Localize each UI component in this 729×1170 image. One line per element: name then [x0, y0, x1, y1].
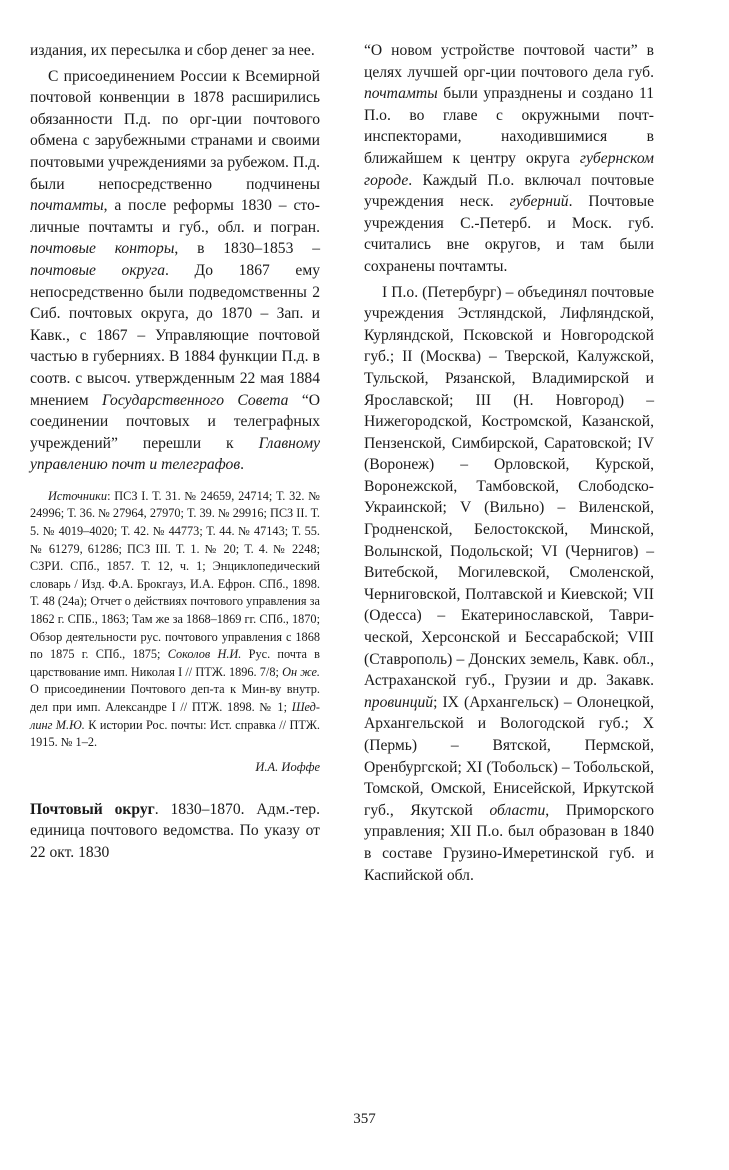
sources-block: Источники: ПСЗ I. Т. 31. № 24659, 24714; Т. 32. № 24996; Т. 36. № 27964, 27970; Т. 39. № 29916; ПСЗ II. Т. 5. № 4019–4020; Т. 42. № 44773; Т. 44. № 47143; Т. 55. № 61279, 61286; ПСЗ III. Т. 1. № 20; Т. 4. № 2248; СЗРИ. СПб., 1857. Т. 12, ч. 1; Энциклопедический словарь / Изд. Ф.А. Брокгауз, И.А. Ефрон. СПб., 1898. Т. 48 (24а); Отчет о действиях почтового управления за 1862 г. СПБ., 1863; Там же за 1868–1869 гг. СПб., 1870; Обзор деятельности рус. почтового управления с 1868 по 1875 г. СПб., 1875; Соколов Н.И. Рус. почта в царствование имп. Николая I // ПТЖ. 1896. 7/8; Он же. О присоединении Почтового деп-та к Мин-ву внутр. дел при имп. Александре I // ПТЖ. 1898. № 1; Шедлинг М.Ю. К истории Рос. почты: Ист. справка // ПТЖ. 1915. № 1–2. [30, 488, 320, 750]
left-column [30, 40, 320, 864]
left-paragraph-1: издания, их пересылка и сбор денег за нее. [30, 42, 315, 59]
right-paragraph-2: I П.о. (Петербург) – объединял почтовые учреждения Эстляндской, Лифляндской, Курляндской, Псковской и Новгородской губ.; II (Москва) – Тверской, Калужской, Тульской, Рязанской, Владимирской и Ярославской; III (Н. Новгород) – Нижегородской, Костромской, Казанской, Пензенской, Симбирской, Саратовской; IV (Воронеж) – Орловской, Курской, Воронежской, Тамбовской, Слободско-Украинской; V (Вильно) – Виленской, Гродненской, Белостокской, Минской, Волынской, Подольской; VI (Чернигов) – Витебской, Могилевской, Смоленской, Черниговской, Полтавской и Киевской; VII (Одесса) – Екатеринославской, Таврической, Херсонской и Бессарабской; VIII (Ставрополь) – Донских земель, Кавк. обл., Астраханской губ., Грузии и др. Закавк. провинций; IX (Архангельск) – Олонецкой, Архангельской и Вологодской губ.; X (Пермь) – Вятской, Пермской, Оренбургской; XI (Тобольск) – Тобольской, Томской, Омской, Енисейской, Иркутской губ., Якутской области, Приморского управления; XII П.о. был образован в 1840 в составе Грузино-Имеретинской губ. и Каспийской обл. [364, 283, 654, 884]
entry-title: Почтовый округ [30, 800, 155, 818]
entry-pochtovyi-okrug [30, 799, 320, 864]
right-column [364, 40, 654, 886]
entry-text: . 1830–1870. Адм.-тер. единица почтового ведомства. По указу от 22 окт. 1830 [30, 800, 320, 861]
right-paragraph-1: “О новом устройстве почтовой части” в целях лучшей орг-ции почтового дела губ. почтамты были упразднены и создано 11 П.о. во главе с окружными почт-инспекторами, находившимися в ближайшем к центру округа губернском городе. Каждый П.о. включал почтовые учреждения неск. губерний. Почтовые учреждения С.-Петерб. и Моск. губ. считались вне округов, и там были сохранены почтамты. [364, 42, 654, 275]
article-author: И.А. Иоффе [255, 759, 320, 774]
page-number: 357 [353, 1111, 376, 1127]
left-paragraph-2: С присоединением России к Всемирной почтовой конвенции в 1878 расширились обязанности П.д. по орг-ции почтового обмена с зарубежными странами и своими почтовыми учреждениями за рубежом. П.д. были непосредственно подчинены почтамты, а после реформы 1830 – столичные почтамты и губ., обл. и погран. почтовые конторы, в 1830–1853 – почтовые округа. До 1867 ему непосредственно были подведомственны 2 Сиб. почтовых округа, до 1870 – Зап. и Кавк., с 1867 – Управляющие почтовой частью в губерниях. В 1884 функции П.д. в соотв. с высоч. утвержденным 22 мая 1884 мнением Государственного Совета “О соединении почтовых и телеграфных учреждений” перешли к Главному управлению почт и телеграфов. [30, 67, 320, 474]
